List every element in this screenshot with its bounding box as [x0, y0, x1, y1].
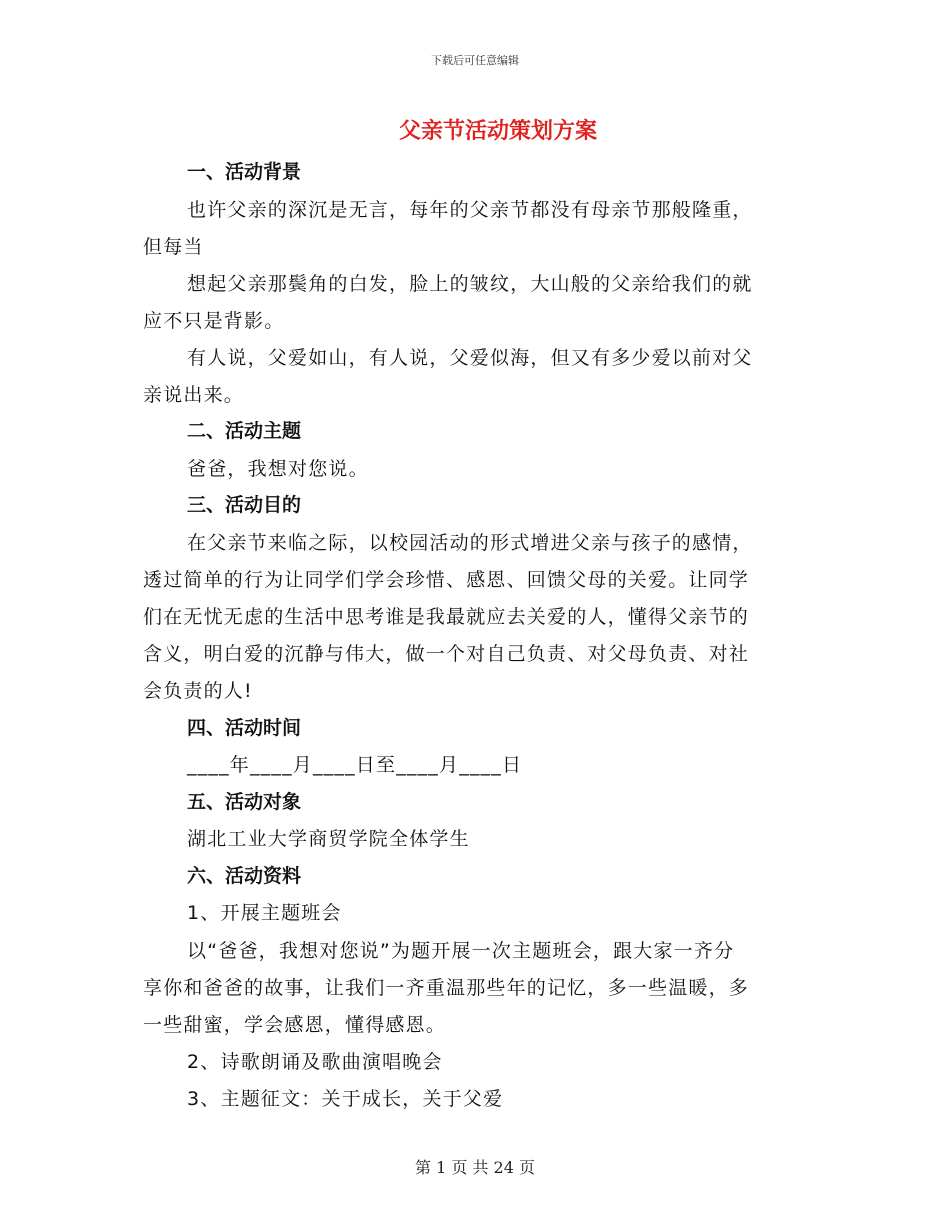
paragraph-line: 一些甜蜜，学会感恩，懂得感恩。 [143, 1014, 447, 1036]
list-item: 2、诗歌朗诵及歌曲演唱晚会 [187, 1051, 443, 1073]
paragraph-line: 会负责的人! [143, 680, 253, 702]
paragraph-line: 想起父亲那鬓角的白发，脸上的皱纹，大山般的父亲给我们的就 [187, 273, 753, 295]
paragraph-line: 以“爸爸，我想对您说”为题开展一次主题班会，跟大家一齐分 [187, 940, 735, 962]
paragraph-line: 但每当 [143, 236, 204, 258]
document-title: 父亲节活动策划方案 [398, 118, 597, 144]
section-heading-content: 六、活动资料 [187, 865, 302, 887]
paragraph-line: 们在无忧无虑的生活中思考谁是我最就应去关爱的人，懂得父亲节的 [143, 606, 750, 628]
page-number-footer: 第 1 页 共 24 页 [415, 1158, 535, 1177]
paragraph-line: 湖北工业大学商贸学院全体学生 [187, 828, 470, 850]
paragraph-line: 透过简单的行为让同学们学会珍惜、感恩、回馈父母的关爱。让同学 [143, 569, 750, 591]
list-item: 3、主题征文：关于成长，关于父爱 [187, 1088, 504, 1110]
paragraph-line: 含义，明白爱的沉静与伟大，做一个对自己负责、对父母负责、对社 [143, 643, 750, 665]
paragraph-line: 有人说，父爱如山，有人说，父爱似海，但又有多少爱以前对父 [187, 347, 753, 369]
section-heading-audience: 五、活动对象 [187, 791, 302, 813]
section-heading-time: 四、活动时间 [187, 717, 302, 739]
section-heading-background: 一、活动背景 [187, 161, 302, 183]
section-heading-purpose: 三、活动目的 [187, 494, 302, 516]
paragraph-line: 享你和爸爸的故事，让我们一齐重温那些年的记忆，多一些温暖，多 [143, 977, 750, 999]
paragraph-line: 在父亲节来临之际，以校园活动的形式增进父亲与孩子的感情， [187, 532, 753, 554]
section-heading-theme: 二、活动主题 [187, 420, 302, 442]
paragraph-line: 亲说出来。 [143, 384, 245, 406]
page-header-note: 下载后可任意编辑 [431, 54, 519, 67]
date-range-line: ____年____月____日至____月____日 [187, 754, 523, 776]
list-item: 1、开展主题班会 [187, 902, 342, 924]
paragraph-line: 也许父亲的深沉是无言，每年的父亲节都没有母亲节那般隆重， [187, 199, 753, 221]
paragraph-line: 应不只是背影。 [143, 310, 285, 332]
paragraph-line: 爸爸，我想对您说。 [187, 458, 369, 480]
